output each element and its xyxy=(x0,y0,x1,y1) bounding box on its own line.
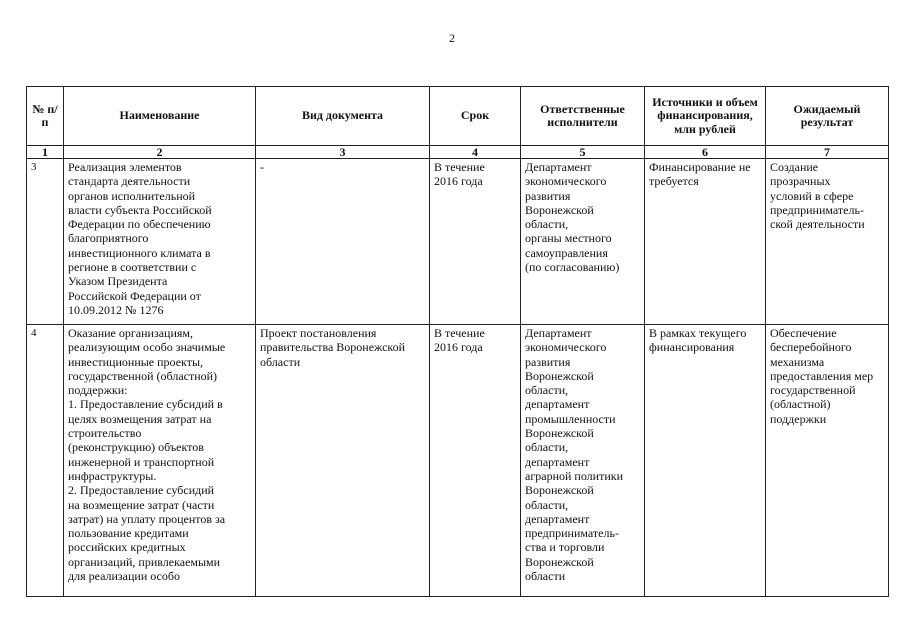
row-term: В течение 2016 года xyxy=(430,325,521,597)
column-number: 1 xyxy=(27,146,64,159)
row-funding: Финансирование не требуется xyxy=(645,159,766,325)
row-doc-type: - xyxy=(256,159,430,325)
row-executors: Департамент экономического развития Воронежской области, департамент промышленности Воронежской области, департамент аграрной политики Воронежской области, департамент предприниматель- ства и торговли Воронежской области xyxy=(521,325,645,597)
row-number: 4 xyxy=(27,325,64,597)
action-plan-table xyxy=(26,86,889,597)
header-doc-type: Вид документа xyxy=(256,87,430,146)
header-result: Ожидаемый результат xyxy=(766,87,889,146)
column-number: 3 xyxy=(256,146,430,159)
column-number-row xyxy=(27,146,889,159)
table-row xyxy=(27,159,889,325)
column-number: 6 xyxy=(645,146,766,159)
header-row xyxy=(27,87,889,146)
row-name: Оказание организациям, реализующим особо значимые инвестиционные проекты, государственной (областной) поддержки: 1. Предоставление субсидий в целях возмещения затрат на строительство (реконструкцию) объектов инженерной и транспортной инфраструктуры. 2. Предоставление субсидий на возмещение затрат (части затрат) на уплату процентов за пользование кредитами российских кредитных организаций, привлекаемыми для реализации особо xyxy=(64,325,256,597)
row-number: 3 xyxy=(27,159,64,325)
column-number: 5 xyxy=(521,146,645,159)
header-executors: Ответственные исполнители xyxy=(521,87,645,146)
column-number: 4 xyxy=(430,146,521,159)
column-number: 2 xyxy=(64,146,256,159)
header-name: Наименование xyxy=(64,87,256,146)
row-executors: Департамент экономического развития Воронежской области, органы местного самоуправления (по согласованию) xyxy=(521,159,645,325)
page-number: 2 xyxy=(449,31,455,45)
header-term: Срок xyxy=(430,87,521,146)
header-num: № п/п xyxy=(27,87,64,146)
row-funding: В рамках текущего финансирования xyxy=(645,325,766,597)
row-doc-type: Проект постановления правительства Воронежской области xyxy=(256,325,430,597)
header-funding: Источники и объем финансирования, млн рублей xyxy=(645,87,766,146)
column-number: 7 xyxy=(766,146,889,159)
row-result: Создание прозрачных условий в сфере предприниматель- ской деятельности xyxy=(766,159,889,325)
row-result: Обеспечение бесперебойного механизма предоставления мер государственной (областной) поддержки xyxy=(766,325,889,597)
table-row xyxy=(27,325,889,597)
row-term: В течение 2016 года xyxy=(430,159,521,325)
row-name: Реализация элементов стандарта деятельности органов исполнительной власти субъекта Российской Федерации по обеспечению благоприятного инвестиционного климата в регионе в соответствии с Указом Президента Российской Федерации от 10.09.2012 № 1276 xyxy=(64,159,256,325)
